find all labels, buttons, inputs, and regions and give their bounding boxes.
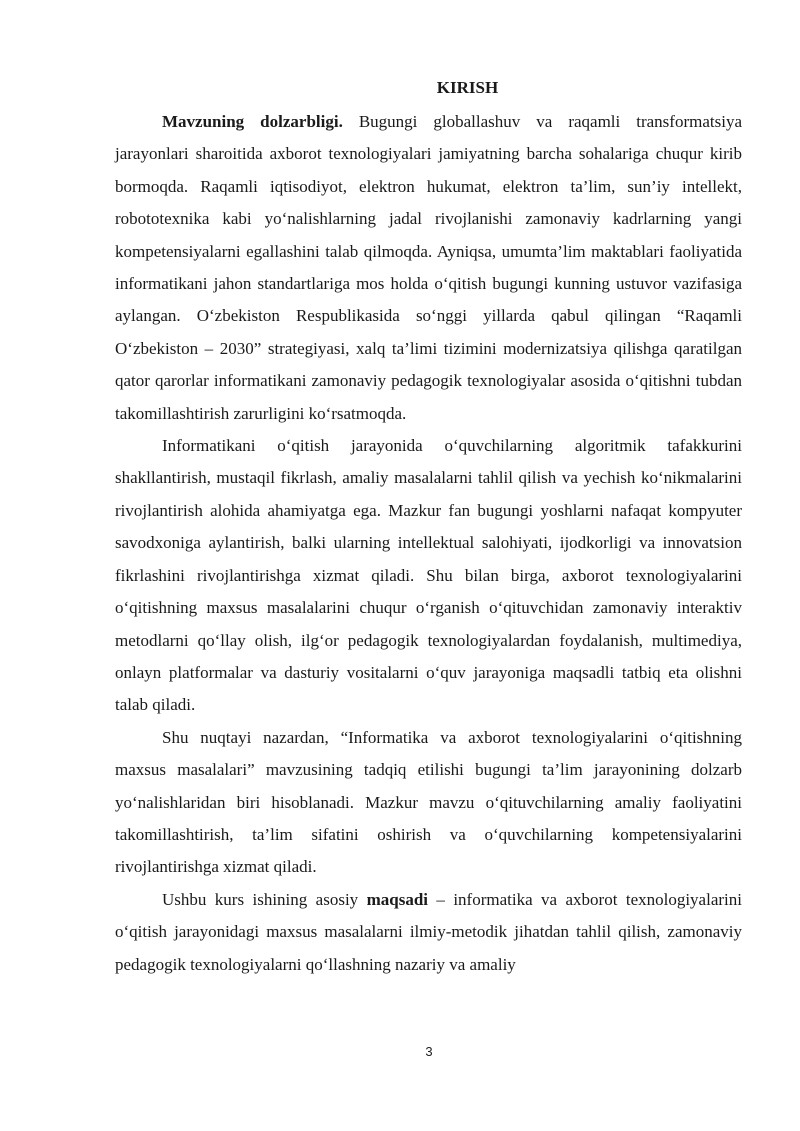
relevance-lead: Mavzuning dolzarbligi. xyxy=(162,112,343,131)
paragraph-text: Bugungi globallashuv va raqamli transformatsiya jarayonlari sharoitida axborot texnologiyalari jamiyatning barcha sohalariga chuqur kirib bormoqda. Raqamli iqtisodiyot, elektron hukumat, elektron ta’lim, sun’iy intellekt, robototexnika kabi yo‘nalishlarning jadal rivojlanishi zamonaviy kadrlarning yangi kompetensiyalarni egallashini talab qilmoqda. Ayniqsa, umumta’lim maktablari faoliyatida informatikani jahon standartlariga mos holda o‘qitish bugungi kunning ustuvor vazifasiga aylangan. O‘zbekiston Respublikasida so‘nggi yillarda qabul qilingan “Raqamli O‘zbekiston – 2030” strategiyasi, xalq ta’limi tizimini modernizatsiya qilishga qaratilgan qator qarorlar informatikani zamonaviy pedagogik texnologiyalar asosida o‘qitishni tubdan takomillashtirish zarurligini ko‘rsatmoqda. xyxy=(115,112,742,423)
paragraph-topic-importance xyxy=(115,722,742,884)
paragraph-text: Ushbu kurs ishining asosiy xyxy=(162,889,367,909)
paragraph-informatics-teaching xyxy=(115,430,742,722)
section-heading: KIRISH xyxy=(436,78,499,97)
page-number: 3 xyxy=(425,1044,433,1059)
goal-keyword: maqsadi xyxy=(366,889,429,909)
paragraph-text: Informatikani o‘qitish jarayonida o‘quvchilarning algoritmik tafakkurini shakllantirish, mustaqil fikrlash, amaliy masalalarni tahlil qilish va yechish ko‘nikmalarini rivojlantirish alohida ahamiyatga ega. Mazkur fan bugungi yoshlarni nafaqat kompyuter savodxoniga aylantirish, balki ularning intellektual salohiyati, ijodkorligi va innovatsion fikrlashini rivojlantirishga xizmat qiladi. Shu bilan birga, axborot texnologiyalarini o‘qitishning maxsus masalalarini chuqur o‘rganish o‘qituvchidan zamonaviy interaktiv metodlarni qo‘llay olish, ilg‘or pedagogik texnologiyalardan foydalanish, multimediya, onlayn platformalar va dasturiy vositalarni o‘quv jarayoniga maqsadli tatbiq eta olishni talab qiladi. xyxy=(115,436,742,715)
paragraph-relevance xyxy=(115,106,742,430)
paragraph-text: – informatika va axborot texnologiyalarini o‘qitish jarayonidagi maxsus masalalarni ilmiy-metodik jihatdan tahlil qilish, zamonaviy pedagogik texnologiyalarni qo‘llashning nazariy va amaliy xyxy=(115,889,742,974)
paragraph-goal xyxy=(115,884,742,981)
paragraph-text: Shu nuqtayi nazardan, “Informatika va axborot texnologiyalarini o‘qitishning maxsus masalalari” mavzusining tadqiq etilishi bugungi ta’lim jarayonining dolzarb yo‘nalishlaridan biri hisoblanadi. Mazkur mavzu o‘qituvchilarning amaliy faoliyatini takomillashtirish, ta’lim sifatini oshirish va o‘quvchilarning kompetensiyalarini rivojlantirishga xizmat qiladi. xyxy=(115,727,742,877)
document-page xyxy=(115,74,742,981)
